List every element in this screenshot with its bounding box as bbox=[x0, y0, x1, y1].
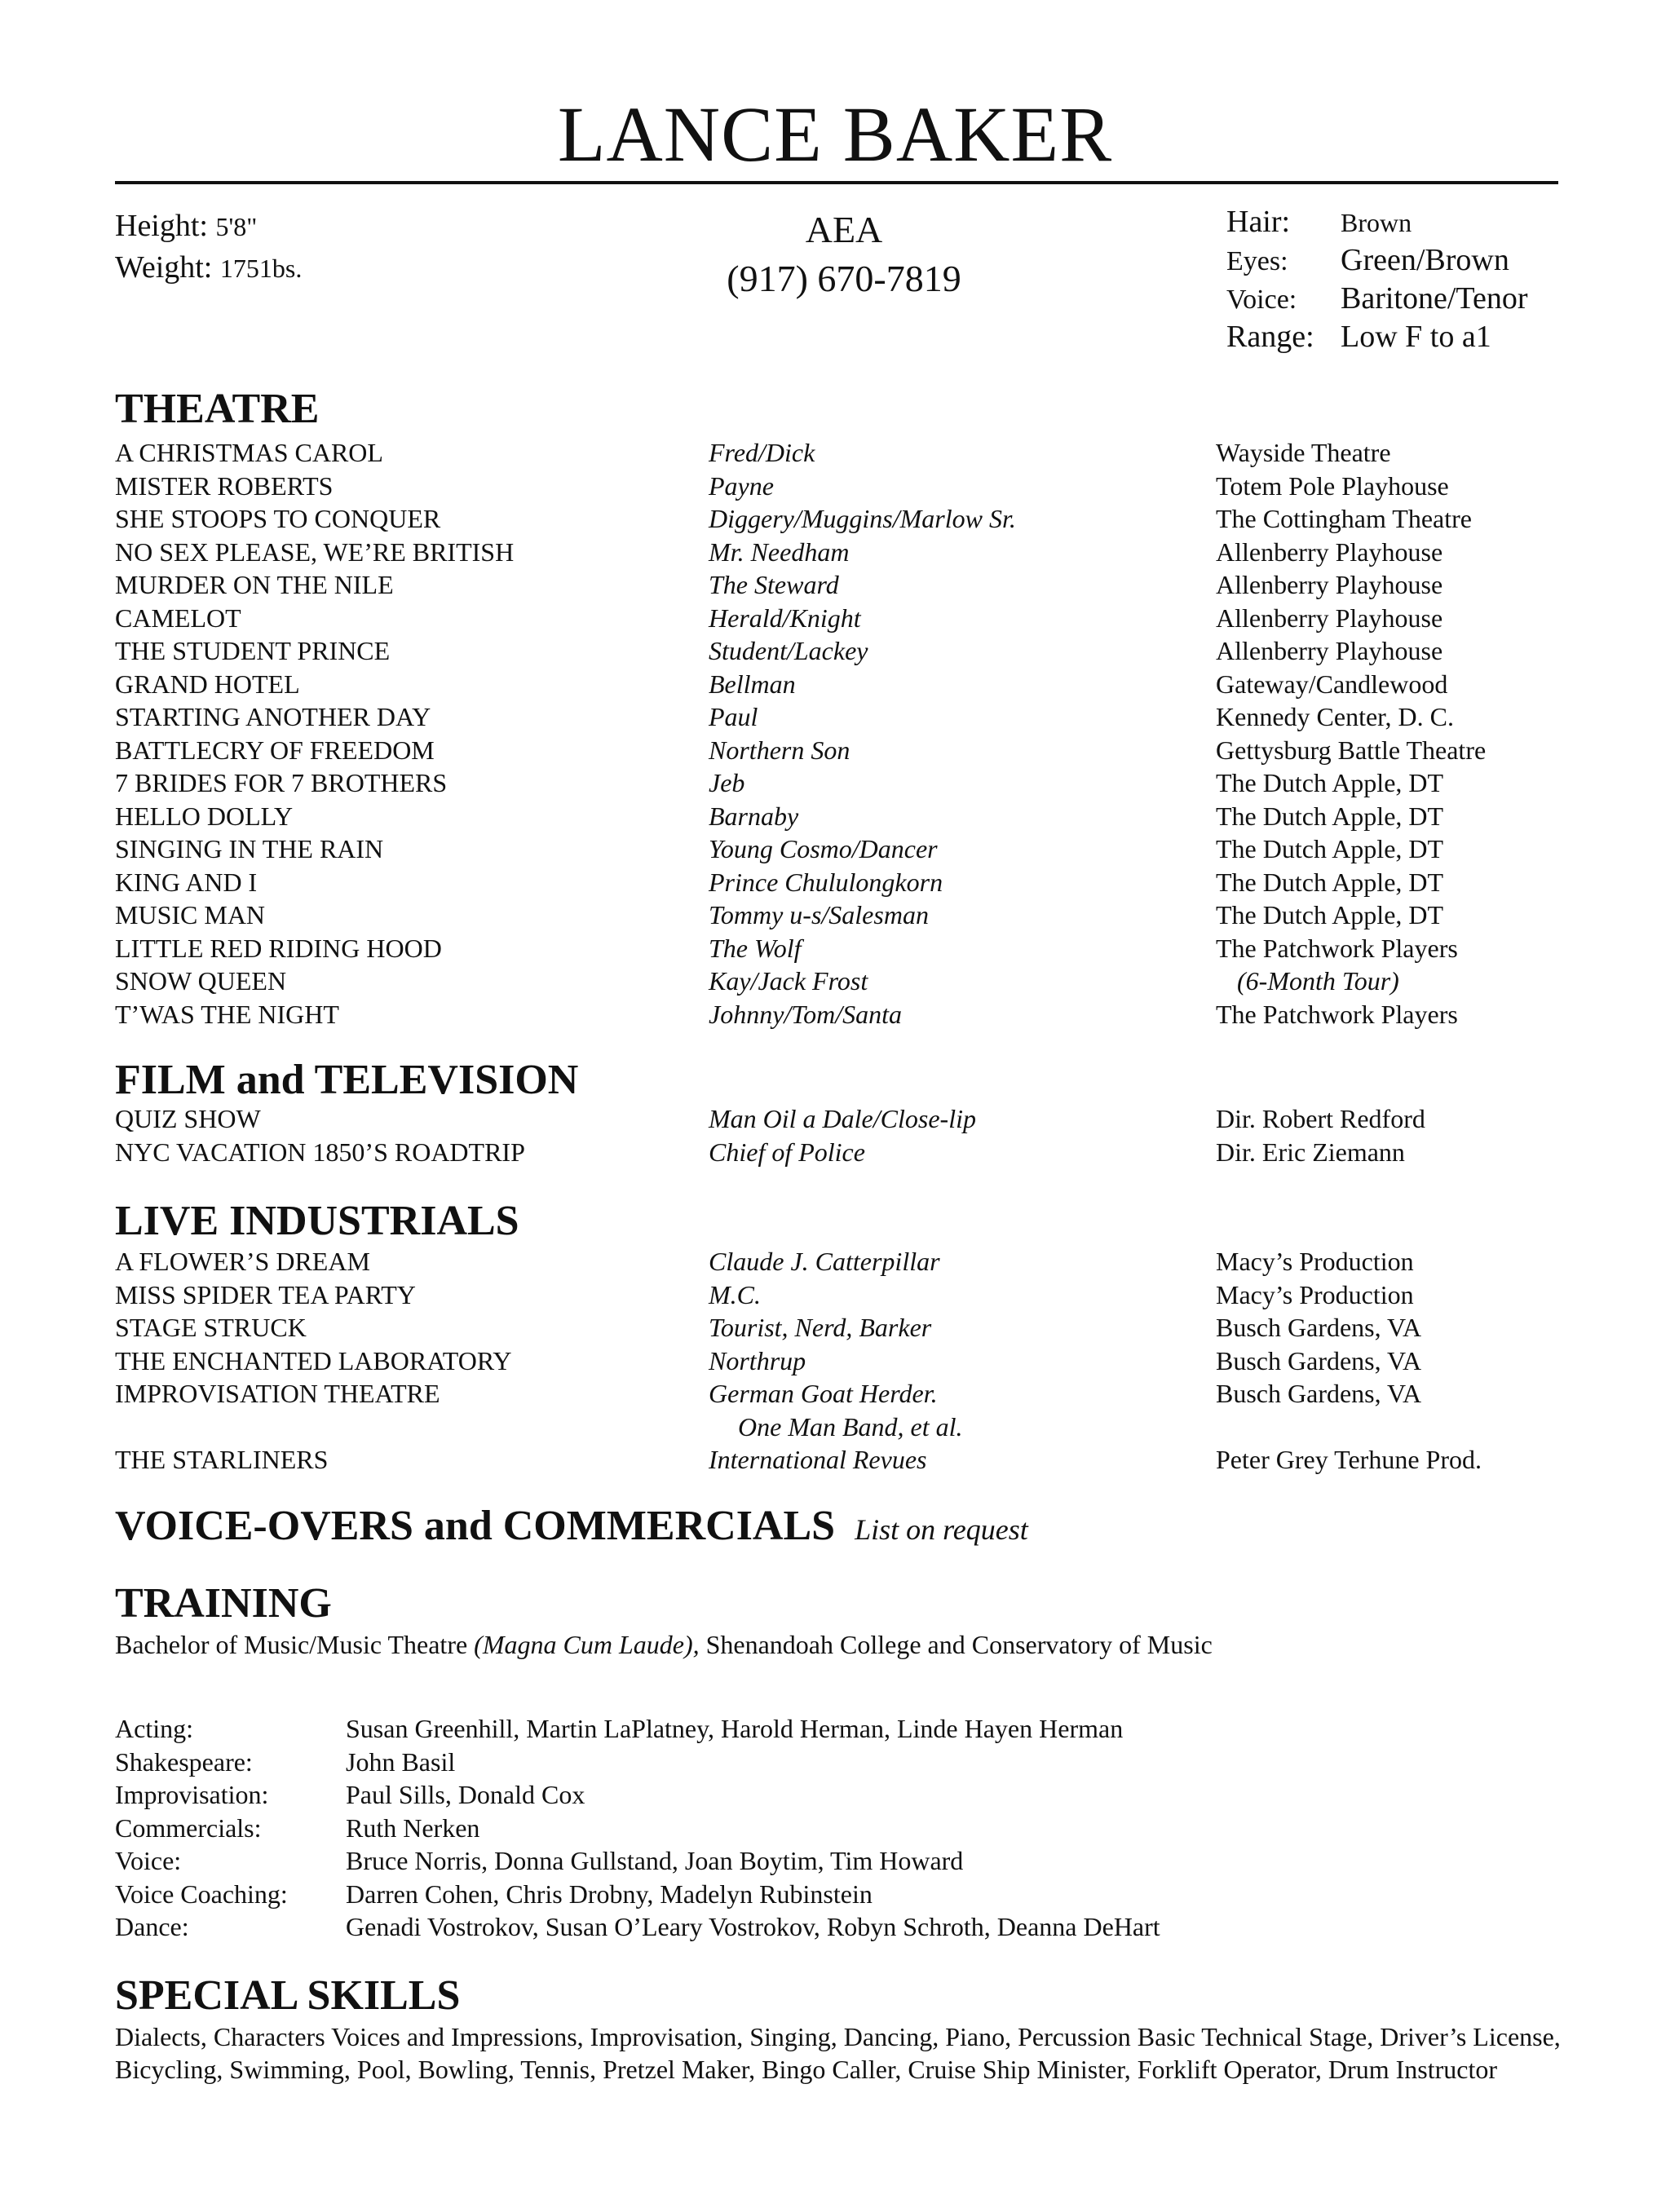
producer: Busch Gardens, VA bbox=[1216, 1345, 1422, 1375]
role: Chief of Police bbox=[709, 1137, 865, 1167]
discipline: Dance: bbox=[115, 1912, 189, 1941]
show-title: MISTER ROBERTS bbox=[115, 470, 334, 501]
show-title: T’WAS THE NIGHT bbox=[115, 999, 339, 1029]
actor-name: LANCE BAKER bbox=[557, 91, 1113, 178]
venue: Allenberry Playhouse bbox=[1216, 536, 1443, 567]
venue: The Dutch Apple, DT bbox=[1216, 834, 1444, 863]
production-title: MISS SPIDER TEA PARTY bbox=[115, 1279, 416, 1309]
credit-row bbox=[115, 998, 1566, 1031]
role: Diggery/Muggins/Marlow Sr. bbox=[709, 504, 1016, 533]
degree-name: Bachelor of Music/Music Theatre bbox=[115, 1630, 468, 1659]
weight-line bbox=[115, 247, 302, 289]
discipline: Commercials: bbox=[115, 1812, 262, 1843]
show-title: SINGING IN THE RAIN bbox=[115, 834, 384, 863]
voiceovers-heading bbox=[115, 1500, 1028, 1556]
venue: The Cottingham Theatre bbox=[1216, 504, 1472, 533]
credit-row bbox=[115, 470, 1566, 503]
role: The Steward bbox=[709, 570, 839, 599]
director: Dir. Eric Ziemann bbox=[1216, 1137, 1405, 1167]
voiceovers-note: List on request bbox=[855, 1513, 1028, 1546]
credit-row bbox=[115, 634, 1566, 668]
teachers: Paul Sills, Donald Cox bbox=[346, 1780, 585, 1809]
venue: The Dutch Apple, DT bbox=[1216, 768, 1444, 797]
film-heading: FILM and TELEVISION bbox=[115, 1057, 579, 1103]
training-row bbox=[115, 1746, 1566, 1779]
producer: Macy’s Production bbox=[1216, 1279, 1414, 1309]
project-title: NYC VACATION 1850’S ROADTRIP bbox=[115, 1137, 525, 1167]
role: One Man Band, et al. bbox=[738, 1411, 963, 1442]
teachers: Genadi Vostrokov, Susan O’Leary Vostrokov, Robyn Schroth, Deanna DeHart bbox=[346, 1912, 1160, 1941]
show-title: STARTING ANOTHER DAY bbox=[115, 702, 431, 731]
role: Paul bbox=[709, 702, 758, 731]
credit-row bbox=[115, 568, 1566, 602]
show-title: BATTLECRY OF FREEDOM bbox=[115, 735, 435, 765]
header-divider bbox=[115, 181, 1558, 184]
role: German Goat Herder. bbox=[709, 1379, 938, 1408]
venue: The Dutch Apple, DT bbox=[1216, 900, 1444, 929]
role: Tourist, Nerd, Barker bbox=[709, 1313, 932, 1342]
role: Barnaby bbox=[709, 801, 799, 831]
venue: Allenberry Playhouse bbox=[1216, 603, 1443, 633]
producer: Busch Gardens, VA bbox=[1216, 1379, 1422, 1408]
film-credits bbox=[115, 1102, 1566, 1168]
skills-text: Dialects, Characters Voices and Impressions, Improvisation, Singing, Dancing, Piano, Percussion Basic Technical Stage, Driver’s License, Bicycling, Swimming, Pool, Bowling, Tennis, Pretzel Maker, Bingo Caller, Cruise Ship Minister, Forklift Operator, Drum Instructor bbox=[115, 2022, 1561, 2084]
role: Payne bbox=[709, 470, 774, 501]
project-title: QUIZ SHOW bbox=[115, 1104, 261, 1133]
credit-row bbox=[115, 436, 1566, 470]
role: Northrup bbox=[709, 1345, 806, 1375]
credit-row bbox=[115, 932, 1566, 965]
producer: Peter Grey Terhune Prod. bbox=[1216, 1445, 1482, 1474]
discipline: Shakespeare: bbox=[115, 1746, 253, 1777]
credit-row bbox=[115, 1245, 1566, 1278]
show-title: MURDER ON THE NILE bbox=[115, 570, 394, 599]
credit-row bbox=[115, 536, 1566, 569]
credit-row bbox=[115, 1344, 1566, 1378]
discipline: Improvisation: bbox=[115, 1780, 269, 1809]
show-title: SHE STOOPS TO CONQUER bbox=[115, 504, 441, 533]
training-row bbox=[115, 1778, 1566, 1812]
show-title: CAMELOT bbox=[115, 603, 241, 633]
show-title: MUSIC MAN bbox=[115, 900, 266, 929]
discipline: Voice: bbox=[115, 1846, 182, 1875]
hair-value: Brown bbox=[1341, 208, 1412, 237]
voiceovers-title: VOICE-OVERS and COMMERCIALS bbox=[115, 1503, 836, 1549]
training-row bbox=[115, 1812, 1566, 1845]
discipline: Voice Coaching: bbox=[115, 1879, 288, 1909]
training-row bbox=[115, 1844, 1566, 1878]
teachers: Ruth Nerken bbox=[346, 1812, 480, 1843]
credit-row bbox=[115, 898, 1566, 932]
industrials-heading: LIVE INDUSTRIALS bbox=[115, 1198, 519, 1244]
training-heading: TRAINING bbox=[115, 1580, 332, 1627]
director: Dir. Robert Redford bbox=[1216, 1104, 1425, 1133]
teachers: John Basil bbox=[346, 1746, 456, 1777]
training-row bbox=[115, 1712, 1566, 1746]
range-line bbox=[1226, 319, 1527, 357]
training-list bbox=[115, 1712, 1566, 1944]
credit-row bbox=[115, 502, 1566, 536]
theatre-credits bbox=[115, 436, 1566, 1031]
credit-row bbox=[115, 700, 1566, 734]
role: Johnny/Tom/Santa bbox=[709, 999, 903, 1029]
show-title: 7 BRIDES FOR 7 BROTHERS bbox=[115, 768, 448, 797]
show-title: LITTLE RED RIDING HOOD bbox=[115, 933, 442, 963]
venue: The Dutch Apple, DT bbox=[1216, 801, 1444, 831]
role: M.C. bbox=[709, 1279, 761, 1309]
voice-value: Baritone/Tenor bbox=[1341, 281, 1528, 316]
training-row bbox=[115, 1910, 1566, 1944]
credit-row bbox=[115, 1278, 1566, 1312]
role: Young Cosmo/Dancer bbox=[709, 834, 938, 863]
venue: The Dutch Apple, DT bbox=[1216, 867, 1444, 897]
eyes-value: Green/Brown bbox=[1341, 243, 1509, 277]
role: Northern Son bbox=[709, 735, 850, 765]
teachers: Susan Greenhill, Martin LaPlatney, Harold Herman, Linde Hayen Herman bbox=[346, 1714, 1124, 1743]
contact-block bbox=[681, 205, 1007, 303]
role: Kay/Jack Frost bbox=[709, 966, 868, 996]
venue: Wayside Theatre bbox=[1216, 438, 1391, 467]
theatre-heading: THEATRE bbox=[115, 386, 320, 432]
role: Bellman bbox=[709, 669, 796, 699]
discipline: Acting: bbox=[115, 1714, 193, 1743]
credit-row bbox=[115, 1136, 1566, 1169]
venue: Gateway/Candlewood bbox=[1216, 669, 1448, 699]
role: The Wolf bbox=[709, 933, 802, 963]
voice-line bbox=[1226, 280, 1527, 319]
venue: The Patchwork Players bbox=[1216, 999, 1458, 1029]
skills-heading: SPECIAL SKILLS bbox=[115, 1972, 461, 2019]
eyes-label: Eyes: bbox=[1226, 246, 1288, 276]
show-title: GRAND HOTEL bbox=[115, 669, 300, 699]
degree-honors: (Magna Cum Laude), bbox=[474, 1630, 700, 1659]
credit-row bbox=[115, 602, 1566, 635]
production-title: THE ENCHANTED LABORATORY bbox=[115, 1345, 512, 1375]
show-title: HELLO DOLLY bbox=[115, 801, 294, 831]
role: Man Oil a Dale/Close-lip bbox=[709, 1104, 976, 1133]
show-title: SNOW QUEEN bbox=[115, 966, 287, 996]
credit-row bbox=[115, 1377, 1566, 1411]
producer: Busch Gardens, VA bbox=[1216, 1313, 1422, 1342]
production-title: A FLOWER’S DREAM bbox=[115, 1247, 370, 1276]
venue: Allenberry Playhouse bbox=[1216, 570, 1443, 599]
venue: The Patchwork Players bbox=[1216, 933, 1458, 963]
role: Fred/Dick bbox=[709, 438, 815, 467]
industrials-credits bbox=[115, 1245, 1566, 1477]
credit-row-continuation bbox=[115, 1411, 1566, 1444]
weight-value: 1751bs. bbox=[219, 254, 303, 283]
producer: Macy’s Production bbox=[1216, 1247, 1414, 1276]
credit-row bbox=[115, 1102, 1566, 1136]
production-title: IMPROVISATION THEATRE bbox=[115, 1379, 440, 1408]
production-title: STAGE STRUCK bbox=[115, 1313, 307, 1342]
range-value: Low F to a1 bbox=[1341, 320, 1491, 354]
venue: (6-Month Tour) bbox=[1237, 966, 1399, 996]
venue: Totem Pole Playhouse bbox=[1216, 470, 1449, 501]
role: International Revues bbox=[709, 1445, 927, 1474]
credit-row bbox=[115, 800, 1566, 833]
hair-line bbox=[1226, 204, 1527, 242]
show-title: KING AND I bbox=[115, 867, 258, 897]
show-title: THE STUDENT PRINCE bbox=[115, 636, 391, 665]
show-title: NO SEX PLEASE, WE’RE BRITISH bbox=[115, 536, 515, 567]
voice-label: Voice: bbox=[1226, 285, 1297, 315]
role: Herald/Knight bbox=[709, 603, 861, 633]
production-title: THE STARLINERS bbox=[115, 1445, 329, 1474]
show-title: A CHRISTMAS CAROL bbox=[115, 438, 383, 467]
hair-label: Hair: bbox=[1226, 205, 1291, 239]
credit-row bbox=[115, 668, 1566, 701]
height-value: 5'8" bbox=[215, 212, 258, 241]
height-label: Height: bbox=[115, 209, 208, 243]
appearance-block bbox=[1226, 204, 1527, 357]
range-label: Range: bbox=[1226, 320, 1314, 354]
teachers: Darren Cohen, Chris Drobny, Madelyn Rubinstein bbox=[346, 1879, 873, 1909]
height-line bbox=[115, 205, 302, 247]
teachers: Bruce Norris, Donna Gullstand, Joan Boytim, Tim Howard bbox=[346, 1846, 964, 1875]
credit-row bbox=[115, 965, 1566, 998]
credit-row bbox=[115, 1443, 1566, 1477]
weight-label: Weight: bbox=[115, 250, 213, 285]
venue: Kennedy Center, D. C. bbox=[1216, 702, 1454, 731]
role: Prince Chululongkorn bbox=[709, 867, 943, 897]
degree-line bbox=[115, 1628, 1213, 1661]
credit-row bbox=[115, 866, 1566, 899]
credit-row bbox=[115, 1311, 1566, 1344]
union-affiliation: AEA bbox=[805, 209, 883, 250]
credit-row bbox=[115, 766, 1566, 800]
venue: Allenberry Playhouse bbox=[1216, 636, 1443, 665]
eyes-line bbox=[1226, 242, 1527, 280]
role: Mr. Needham bbox=[709, 536, 850, 567]
role: Tommy u-s/Salesman bbox=[709, 900, 929, 929]
physical-stats bbox=[115, 205, 302, 289]
role: Student/Lackey bbox=[709, 636, 868, 665]
training-row bbox=[115, 1878, 1566, 1911]
role: Jeb bbox=[709, 768, 745, 797]
phone-number: (917) 670-7819 bbox=[727, 258, 961, 299]
venue: Gettysburg Battle Theatre bbox=[1216, 735, 1487, 765]
degree-school: Shenandoah College and Conservatory of Music bbox=[705, 1630, 1213, 1659]
credit-row bbox=[115, 734, 1566, 767]
role: Claude J. Catterpillar bbox=[709, 1247, 940, 1276]
credit-row bbox=[115, 832, 1566, 866]
